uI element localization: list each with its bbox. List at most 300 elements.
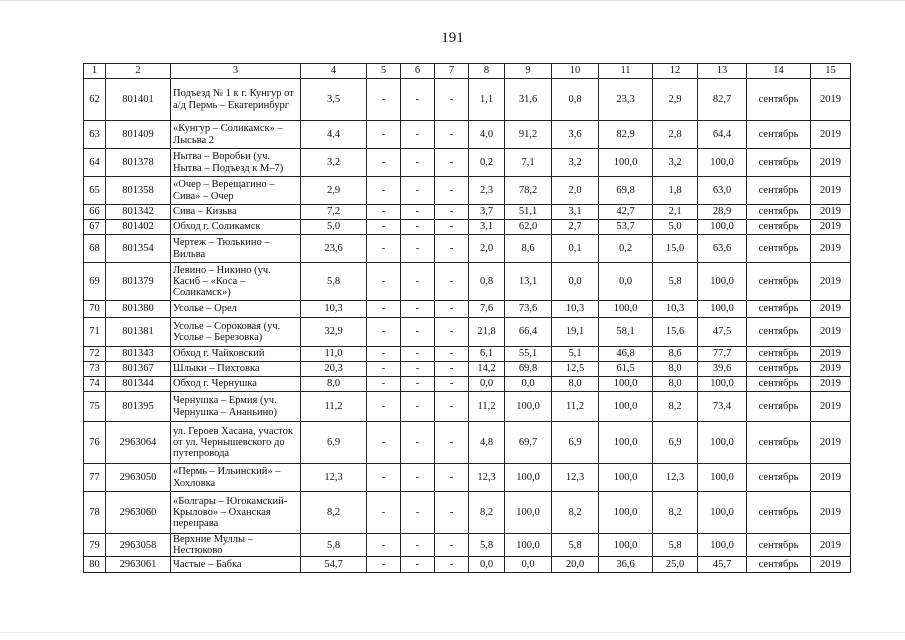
col-6-cell: - xyxy=(401,79,435,121)
col-12-cell: 8,2 xyxy=(653,392,698,422)
col-11-cell: 36,6 xyxy=(599,557,653,573)
col-10-cell: 10,3 xyxy=(552,301,599,318)
col-11-cell: 61,5 xyxy=(599,362,653,377)
col-11-cell: 100,0 xyxy=(599,392,653,422)
col-7-cell: - xyxy=(435,492,469,534)
col-13-cell: 39,6 xyxy=(698,362,747,377)
row-number-cell: 62 xyxy=(84,79,106,121)
col-6-cell: - xyxy=(401,362,435,377)
row-number-cell: 77 xyxy=(84,464,106,492)
road-name-cell: Обход г. Чернушка xyxy=(171,377,301,392)
col-8-cell: 4,0 xyxy=(469,121,505,149)
col-13-cell: 100,0 xyxy=(698,464,747,492)
col-11-cell: 100,0 xyxy=(599,534,653,557)
length-cell: 5,0 xyxy=(301,220,367,235)
col-12-cell: 6,9 xyxy=(653,422,698,464)
col-10-cell: 12,3 xyxy=(552,464,599,492)
page-number: 191 xyxy=(441,30,464,46)
year-cell: 2019 xyxy=(811,557,851,573)
col-12-cell: 5,8 xyxy=(653,534,698,557)
col-5-cell: - xyxy=(367,149,401,177)
col-7-cell: - xyxy=(435,362,469,377)
col-7-cell: - xyxy=(435,121,469,149)
col-11-cell: 69,8 xyxy=(599,177,653,205)
scan-top-edge xyxy=(0,0,905,1)
col-5-cell: - xyxy=(367,205,401,220)
table-row xyxy=(84,534,851,557)
year-cell: 2019 xyxy=(811,177,851,205)
column-header-14: 14 xyxy=(747,64,811,79)
column-header-15: 15 xyxy=(811,64,851,79)
month-cell: сентябрь xyxy=(747,149,811,177)
col-10-cell: 20,0 xyxy=(552,557,599,573)
col-11-cell: 100,0 xyxy=(599,492,653,534)
col-13-cell: 45,7 xyxy=(698,557,747,573)
col-8-cell: 0,0 xyxy=(469,557,505,573)
col-13-cell: 100,0 xyxy=(698,377,747,392)
month-cell: сентябрь xyxy=(747,205,811,220)
col-12-cell: 8,6 xyxy=(653,347,698,362)
road-name-cell: Частые – Бабка xyxy=(171,557,301,573)
road-name-cell: Усолье – Сороковая (уч. Усолье – Березовка) xyxy=(171,318,301,347)
road-code-cell: 2963060 xyxy=(106,492,171,534)
col-8-cell: 0,8 xyxy=(469,263,505,301)
year-cell: 2019 xyxy=(811,301,851,318)
col-5-cell: - xyxy=(367,263,401,301)
col-11-cell: 100,0 xyxy=(599,464,653,492)
year-cell: 2019 xyxy=(811,492,851,534)
month-cell: сентябрь xyxy=(747,492,811,534)
year-cell: 2019 xyxy=(811,235,851,263)
row-number-cell: 64 xyxy=(84,149,106,177)
col-11-cell: 58,1 xyxy=(599,318,653,347)
col-6-cell: - xyxy=(401,318,435,347)
col-8-cell: 2,3 xyxy=(469,177,505,205)
col-7-cell: - xyxy=(435,177,469,205)
column-header-10: 10 xyxy=(552,64,599,79)
col-6-cell: - xyxy=(401,149,435,177)
table-body xyxy=(84,79,851,573)
column-header-11: 11 xyxy=(599,64,653,79)
col-13-cell: 28,9 xyxy=(698,205,747,220)
col-7-cell: - xyxy=(435,464,469,492)
road-code-cell: 801342 xyxy=(106,205,171,220)
road-code-cell: 801402 xyxy=(106,220,171,235)
col-6-cell: - xyxy=(401,492,435,534)
col-11-cell: 100,0 xyxy=(599,301,653,318)
col-6-cell: - xyxy=(401,121,435,149)
col-8-cell: 8,2 xyxy=(469,492,505,534)
col-11-cell: 0,2 xyxy=(599,235,653,263)
col-9-cell: 100,0 xyxy=(505,492,552,534)
col-11-cell: 42,7 xyxy=(599,205,653,220)
year-cell: 2019 xyxy=(811,318,851,347)
col-12-cell: 5,0 xyxy=(653,220,698,235)
col-8-cell: 12,3 xyxy=(469,464,505,492)
row-number-cell: 76 xyxy=(84,422,106,464)
road-code-cell: 801380 xyxy=(106,301,171,318)
column-header-1: 1 xyxy=(84,64,106,79)
col-13-cell: 100,0 xyxy=(698,263,747,301)
col-10-cell: 3,2 xyxy=(552,149,599,177)
length-cell: 54,7 xyxy=(301,557,367,573)
col-6-cell: - xyxy=(401,347,435,362)
row-number-cell: 67 xyxy=(84,220,106,235)
road-name-cell: «Пермь – Ильинский» – Хохловка xyxy=(171,464,301,492)
col-12-cell: 10,3 xyxy=(653,301,698,318)
road-code-cell: 801381 xyxy=(106,318,171,347)
roads-table xyxy=(83,63,851,573)
col-6-cell: - xyxy=(401,263,435,301)
col-9-cell: 51,1 xyxy=(505,205,552,220)
year-cell: 2019 xyxy=(811,347,851,362)
month-cell: сентябрь xyxy=(747,534,811,557)
road-name-cell: Чертеж – Тюлькино – Вильва xyxy=(171,235,301,263)
col-9-cell: 62,0 xyxy=(505,220,552,235)
col-12-cell: 5,8 xyxy=(653,263,698,301)
road-name-cell: «Очер – Верещагино – Сива» – Очер xyxy=(171,177,301,205)
col-11-cell: 100,0 xyxy=(599,377,653,392)
road-code-cell: 801379 xyxy=(106,263,171,301)
month-cell: сентябрь xyxy=(747,392,811,422)
col-10-cell: 2,0 xyxy=(552,177,599,205)
length-cell: 11,0 xyxy=(301,347,367,362)
col-6-cell: - xyxy=(401,464,435,492)
year-cell: 2019 xyxy=(811,149,851,177)
month-cell: сентябрь xyxy=(747,557,811,573)
length-cell: 5,8 xyxy=(301,534,367,557)
row-number-cell: 80 xyxy=(84,557,106,573)
col-10-cell: 5,1 xyxy=(552,347,599,362)
road-name-cell: Шлыки – Пихтовка xyxy=(171,362,301,377)
col-5-cell: - xyxy=(367,79,401,121)
road-code-cell: 2963058 xyxy=(106,534,171,557)
year-cell: 2019 xyxy=(811,422,851,464)
col-7-cell: - xyxy=(435,347,469,362)
col-12-cell: 15,6 xyxy=(653,318,698,347)
road-code-cell: 801343 xyxy=(106,347,171,362)
road-code-cell: 801409 xyxy=(106,121,171,149)
col-12-cell: 8,0 xyxy=(653,377,698,392)
col-9-cell: 100,0 xyxy=(505,392,552,422)
road-code-cell: 2963050 xyxy=(106,464,171,492)
month-cell: сентябрь xyxy=(747,263,811,301)
road-code-cell: 801367 xyxy=(106,362,171,377)
column-header-12: 12 xyxy=(653,64,698,79)
table-row xyxy=(84,422,851,464)
col-13-cell: 100,0 xyxy=(698,301,747,318)
col-6-cell: - xyxy=(401,220,435,235)
column-header-4: 4 xyxy=(301,64,367,79)
col-10-cell: 19,1 xyxy=(552,318,599,347)
col-5-cell: - xyxy=(367,392,401,422)
col-10-cell: 2,7 xyxy=(552,220,599,235)
col-12-cell: 12,3 xyxy=(653,464,698,492)
row-number-cell: 71 xyxy=(84,318,106,347)
col-12-cell: 25,0 xyxy=(653,557,698,573)
column-header-5: 5 xyxy=(367,64,401,79)
length-cell: 8,0 xyxy=(301,377,367,392)
month-cell: сентябрь xyxy=(747,422,811,464)
col-10-cell: 5,8 xyxy=(552,534,599,557)
row-number-cell: 63 xyxy=(84,121,106,149)
col-5-cell: - xyxy=(367,464,401,492)
col-9-cell: 8,6 xyxy=(505,235,552,263)
col-6-cell: - xyxy=(401,392,435,422)
row-number-cell: 72 xyxy=(84,347,106,362)
table-row xyxy=(84,263,851,301)
col-11-cell: 0,0 xyxy=(599,263,653,301)
row-number-cell: 78 xyxy=(84,492,106,534)
month-cell: сентябрь xyxy=(747,220,811,235)
month-cell: сентябрь xyxy=(747,362,811,377)
month-cell: сентябрь xyxy=(747,318,811,347)
col-5-cell: - xyxy=(367,347,401,362)
row-number-cell: 75 xyxy=(84,392,106,422)
col-8-cell: 1,1 xyxy=(469,79,505,121)
col-10-cell: 11,2 xyxy=(552,392,599,422)
row-number-cell: 79 xyxy=(84,534,106,557)
table-row xyxy=(84,347,851,362)
col-9-cell: 100,0 xyxy=(505,534,552,557)
col-10-cell: 8,0 xyxy=(552,377,599,392)
month-cell: сентябрь xyxy=(747,79,811,121)
table-row xyxy=(84,301,851,318)
col-7-cell: - xyxy=(435,318,469,347)
col-9-cell: 100,0 xyxy=(505,464,552,492)
col-10-cell: 0,8 xyxy=(552,79,599,121)
header-row xyxy=(84,64,851,79)
col-5-cell: - xyxy=(367,220,401,235)
table-row xyxy=(84,121,851,149)
col-7-cell: - xyxy=(435,149,469,177)
col-10-cell: 8,2 xyxy=(552,492,599,534)
col-9-cell: 78,2 xyxy=(505,177,552,205)
col-5-cell: - xyxy=(367,557,401,573)
col-7-cell: - xyxy=(435,301,469,318)
month-cell: сентябрь xyxy=(747,464,811,492)
length-cell: 10,3 xyxy=(301,301,367,318)
col-10-cell: 12,5 xyxy=(552,362,599,377)
col-9-cell: 73,6 xyxy=(505,301,552,318)
col-6-cell: - xyxy=(401,422,435,464)
length-cell: 3,2 xyxy=(301,149,367,177)
col-9-cell: 66,4 xyxy=(505,318,552,347)
col-9-cell: 55,1 xyxy=(505,347,552,362)
column-header-9: 9 xyxy=(505,64,552,79)
col-5-cell: - xyxy=(367,235,401,263)
length-cell: 7,2 xyxy=(301,205,367,220)
col-13-cell: 47,5 xyxy=(698,318,747,347)
length-cell: 2,9 xyxy=(301,177,367,205)
road-code-cell: 801378 xyxy=(106,149,171,177)
col-8-cell: 3,1 xyxy=(469,220,505,235)
table-row xyxy=(84,377,851,392)
road-name-cell: Подъезд № 1 к г. Кунгур от а/д Пермь – Екатеринбург xyxy=(171,79,301,121)
col-8-cell: 6,1 xyxy=(469,347,505,362)
col-12-cell: 8,2 xyxy=(653,492,698,534)
length-cell: 8,2 xyxy=(301,492,367,534)
road-code-cell: 2963061 xyxy=(106,557,171,573)
column-header-13: 13 xyxy=(698,64,747,79)
road-code-cell: 2963064 xyxy=(106,422,171,464)
row-number-cell: 66 xyxy=(84,205,106,220)
month-cell: сентябрь xyxy=(747,377,811,392)
road-name-cell: ул. Героев Хасана, участок от ул. Чернышевского до путепровода xyxy=(171,422,301,464)
col-5-cell: - xyxy=(367,422,401,464)
col-11-cell: 100,0 xyxy=(599,422,653,464)
road-name-cell: Чернушка – Ермия (уч. Чернушка – Ананьино) xyxy=(171,392,301,422)
month-cell: сентябрь xyxy=(747,177,811,205)
col-11-cell: 46,8 xyxy=(599,347,653,362)
road-name-cell: «Кунгур – Соликамск» – Лысьва 2 xyxy=(171,121,301,149)
col-13-cell: 100,0 xyxy=(698,220,747,235)
col-6-cell: - xyxy=(401,205,435,220)
month-cell: сентябрь xyxy=(747,347,811,362)
table-row xyxy=(84,362,851,377)
col-5-cell: - xyxy=(367,177,401,205)
road-code-cell: 801395 xyxy=(106,392,171,422)
col-9-cell: 31,6 xyxy=(505,79,552,121)
year-cell: 2019 xyxy=(811,392,851,422)
col-12-cell: 1,8 xyxy=(653,177,698,205)
col-10-cell: 6,9 xyxy=(552,422,599,464)
year-cell: 2019 xyxy=(811,377,851,392)
row-number-cell: 74 xyxy=(84,377,106,392)
col-5-cell: - xyxy=(367,377,401,392)
col-8-cell: 11,2 xyxy=(469,392,505,422)
road-name-cell: «Болгары – Югокамский-Крылово» – Оханская переправа xyxy=(171,492,301,534)
scan-bottom-edge xyxy=(0,632,905,633)
col-12-cell: 8,0 xyxy=(653,362,698,377)
column-header-2: 2 xyxy=(106,64,171,79)
col-11-cell: 82,9 xyxy=(599,121,653,149)
length-cell: 11,2 xyxy=(301,392,367,422)
road-code-cell: 801354 xyxy=(106,235,171,263)
col-13-cell: 82,7 xyxy=(698,79,747,121)
road-name-cell: Обход г. Чайковский xyxy=(171,347,301,362)
road-code-cell: 801401 xyxy=(106,79,171,121)
column-header-6: 6 xyxy=(401,64,435,79)
column-header-3: 3 xyxy=(171,64,301,79)
col-5-cell: - xyxy=(367,318,401,347)
col-6-cell: - xyxy=(401,301,435,318)
table-row xyxy=(84,220,851,235)
col-7-cell: - xyxy=(435,220,469,235)
col-7-cell: - xyxy=(435,205,469,220)
col-6-cell: - xyxy=(401,177,435,205)
col-13-cell: 64,4 xyxy=(698,121,747,149)
col-8-cell: 0,0 xyxy=(469,377,505,392)
table-row xyxy=(84,177,851,205)
col-13-cell: 100,0 xyxy=(698,422,747,464)
col-8-cell: 14,2 xyxy=(469,362,505,377)
col-7-cell: - xyxy=(435,422,469,464)
col-7-cell: - xyxy=(435,263,469,301)
length-cell: 3,5 xyxy=(301,79,367,121)
road-name-cell: Сива – Кизьва xyxy=(171,205,301,220)
table-row xyxy=(84,392,851,422)
col-7-cell: - xyxy=(435,79,469,121)
col-7-cell: - xyxy=(435,377,469,392)
length-cell: 4,4 xyxy=(301,121,367,149)
year-cell: 2019 xyxy=(811,220,851,235)
road-name-cell: Нытва – Воробьи (уч. Нытва – Подъезд к М–7) xyxy=(171,149,301,177)
col-9-cell: 69,7 xyxy=(505,422,552,464)
col-10-cell: 3,6 xyxy=(552,121,599,149)
col-8-cell: 2,0 xyxy=(469,235,505,263)
col-7-cell: - xyxy=(435,392,469,422)
year-cell: 2019 xyxy=(811,464,851,492)
col-10-cell: 0,1 xyxy=(552,235,599,263)
col-11-cell: 23,3 xyxy=(599,79,653,121)
table-row xyxy=(84,464,851,492)
road-code-cell: 801358 xyxy=(106,177,171,205)
col-6-cell: - xyxy=(401,534,435,557)
col-9-cell: 7,1 xyxy=(505,149,552,177)
col-6-cell: - xyxy=(401,557,435,573)
column-header-8: 8 xyxy=(469,64,505,79)
col-8-cell: 21,8 xyxy=(469,318,505,347)
row-number-cell: 65 xyxy=(84,177,106,205)
column-header-7: 7 xyxy=(435,64,469,79)
row-number-cell: 68 xyxy=(84,235,106,263)
year-cell: 2019 xyxy=(811,121,851,149)
col-12-cell: 2,9 xyxy=(653,79,698,121)
road-name-cell: Усолье – Орел xyxy=(171,301,301,318)
month-cell: сентябрь xyxy=(747,121,811,149)
col-8-cell: 4,8 xyxy=(469,422,505,464)
year-cell: 2019 xyxy=(811,79,851,121)
col-7-cell: - xyxy=(435,534,469,557)
col-13-cell: 100,0 xyxy=(698,492,747,534)
col-11-cell: 100,0 xyxy=(599,149,653,177)
road-name-cell: Левино – Никино (уч. Касиб – «Коса – Соликамск») xyxy=(171,263,301,301)
table-row xyxy=(84,205,851,220)
table-row xyxy=(84,235,851,263)
length-cell: 23,6 xyxy=(301,235,367,263)
col-13-cell: 77,7 xyxy=(698,347,747,362)
col-10-cell: 0,0 xyxy=(552,263,599,301)
col-8-cell: 5,8 xyxy=(469,534,505,557)
road-code-cell: 801344 xyxy=(106,377,171,392)
col-9-cell: 0,0 xyxy=(505,557,552,573)
length-cell: 6,9 xyxy=(301,422,367,464)
col-8-cell: 0,2 xyxy=(469,149,505,177)
table-row xyxy=(84,557,851,573)
road-name-cell: Верхние Муллы – Нестюково xyxy=(171,534,301,557)
col-9-cell: 0,0 xyxy=(505,377,552,392)
length-cell: 5,8 xyxy=(301,263,367,301)
col-8-cell: 3,7 xyxy=(469,205,505,220)
year-cell: 2019 xyxy=(811,534,851,557)
year-cell: 2019 xyxy=(811,362,851,377)
year-cell: 2019 xyxy=(811,205,851,220)
row-number-cell: 69 xyxy=(84,263,106,301)
col-10-cell: 3,1 xyxy=(552,205,599,220)
col-9-cell: 13,1 xyxy=(505,263,552,301)
col-13-cell: 63,0 xyxy=(698,177,747,205)
col-13-cell: 100,0 xyxy=(698,149,747,177)
col-5-cell: - xyxy=(367,121,401,149)
table-row xyxy=(84,79,851,121)
col-12-cell: 3,2 xyxy=(653,149,698,177)
col-7-cell: - xyxy=(435,557,469,573)
row-number-cell: 73 xyxy=(84,362,106,377)
road-name-cell: Обход г. Соликамск xyxy=(171,220,301,235)
col-12-cell: 2,8 xyxy=(653,121,698,149)
month-cell: сентябрь xyxy=(747,235,811,263)
